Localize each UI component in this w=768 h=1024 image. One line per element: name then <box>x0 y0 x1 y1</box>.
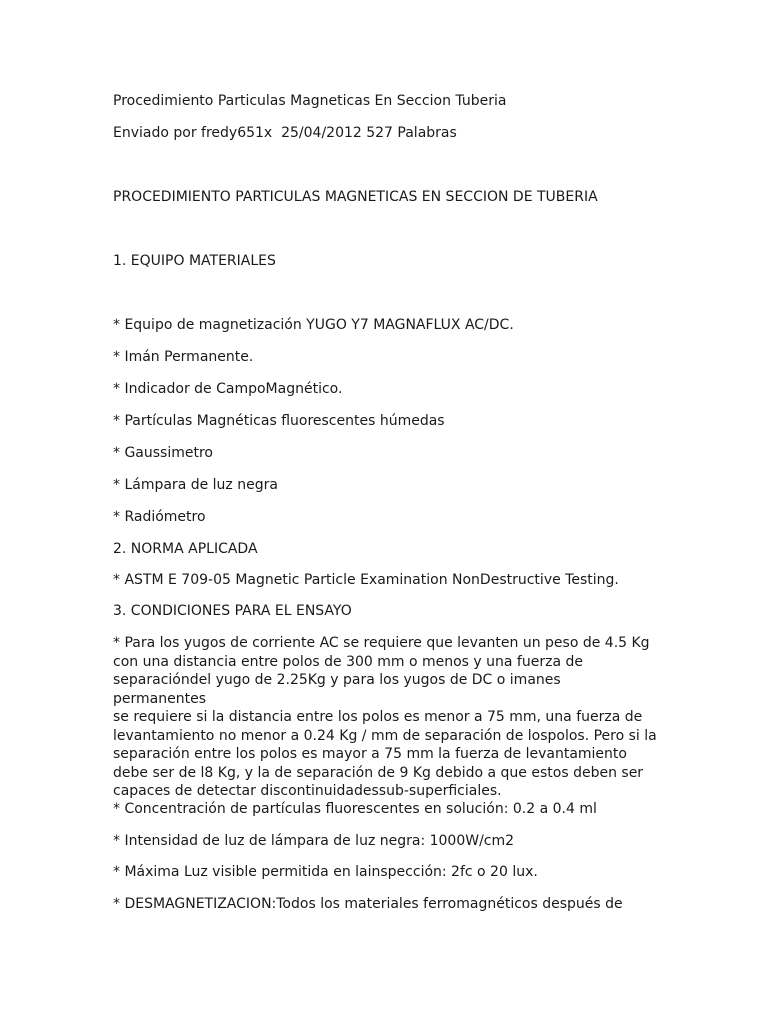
document-heading: PROCEDIMIENTO PARTICULAS MAGNETICAS EN SECCION DE TUBERIA <box>113 189 598 205</box>
conditions-paragraph: * Para los yugos de corriente AC se requiere que levanten un peso de 4.5 Kg con una distancia entre polos de 300 mm o menos y una fuerza de separacióndel yugo de 2.25Kg y para los yugos de DC o imanes permanentes se requiere si la distancia entre los polos es menor a 75 mm, una fuerza de levantamiento no menor a 0.24 Kg / mm de separación de lospolos. Pero si la separación entre los polos es mayor a 75 mm la fuerza de levantamiento debe ser de l8 Kg, y la de separación de 9 Kg debido a que estos deben ser capaces de detectar discontinuidadessub-superficiales. <box>113 635 657 799</box>
list-item: * Radiómetro <box>113 509 206 525</box>
section-1-heading: 1. EQUIPO MATERIALES <box>113 253 276 269</box>
list-item: * Intensidad de luz de lámpara de luz negra: 1000W/cm2 <box>113 833 515 849</box>
list-item: * DESMAGNETIZACION:Todos los materiales ferromagnéticos después de <box>113 896 623 912</box>
document-meta: Enviado por fredy651x 25/04/2012 527 Palabras <box>113 125 457 141</box>
list-item: * Lámpara de luz negra <box>113 477 278 493</box>
section-3-heading: 3. CONDICIONES PARA EL ENSAYO <box>113 603 352 619</box>
document-title: Procedimiento Particulas Magneticas En Seccion Tuberia <box>113 93 507 109</box>
list-item: * Gaussimetro <box>113 445 213 461</box>
list-item: * Equipo de magnetización YUGO Y7 MAGNAFLUX AC/DC. <box>113 317 514 333</box>
list-item: * Indicador de CampoMagnético. <box>113 381 343 397</box>
list-item: * Concentración de partículas fluorescentes en solución: 0.2 a 0.4 ml <box>113 801 597 817</box>
list-item: * ASTM E 709-05 Magnetic Particle Examination NonDestructive Testing. <box>113 572 619 588</box>
section-2-heading: 2. NORMA APLICADA <box>113 541 258 557</box>
list-item: * Partículas Magnéticas fluorescentes húmedas <box>113 413 445 429</box>
list-item: * Imán Permanente. <box>113 349 254 365</box>
list-item: * Máxima Luz visible permitida en lainspección: 2fc o 20 lux. <box>113 864 538 880</box>
